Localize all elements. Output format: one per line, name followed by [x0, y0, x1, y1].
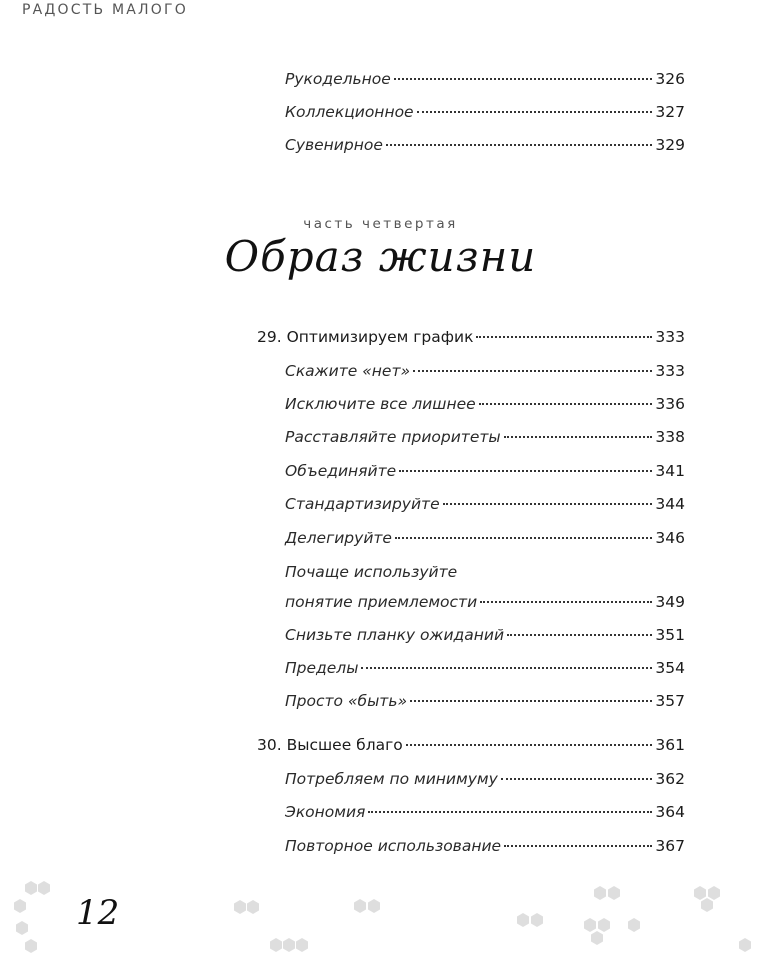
leader-dots — [504, 436, 653, 438]
toc-entry-title: Скажите «нет» — [285, 362, 411, 380]
running-head: РАДОСТЬ МАЛОГО — [22, 2, 188, 18]
chapter-heading[interactable] — [257, 328, 685, 352]
toc-entry[interactable] — [285, 136, 685, 160]
toc-entry-page: 336 — [655, 395, 685, 413]
toc-entry[interactable] — [285, 659, 685, 683]
toc-entry-page: 346 — [655, 529, 685, 547]
part-label: часть четвертая — [303, 216, 458, 232]
toc-entry-title: Рукодельное — [285, 70, 391, 88]
leader-dots — [395, 537, 652, 539]
part-title: Образ жизни — [224, 232, 537, 281]
chapter-title: 30. Высшее благо — [257, 736, 403, 754]
toc-entry-page: 344 — [655, 495, 685, 513]
toc-entry-page: 333 — [655, 362, 685, 380]
toc-entry-page: 362 — [655, 770, 685, 788]
leader-dots — [501, 778, 653, 780]
toc-entry-title: Делегируйте — [285, 529, 392, 547]
toc-entry-title: Исключите все лишнее — [285, 395, 476, 413]
toc-entry-page: 341 — [655, 462, 685, 480]
toc-entry[interactable] — [285, 428, 685, 452]
leader-dots — [399, 470, 652, 472]
toc-entry[interactable] — [285, 770, 685, 794]
toc-entry-title: Коллекционное — [285, 103, 414, 121]
leader-dots — [368, 811, 652, 813]
toc-entry[interactable] — [285, 803, 685, 827]
chapter-heading[interactable] — [257, 736, 685, 760]
toc-entry-page: 349 — [655, 593, 685, 611]
toc-entry-title: Расставляйте приоритеты — [285, 428, 501, 446]
toc-entry-title: Объединяйте — [285, 462, 397, 480]
leader-dots — [504, 845, 652, 847]
toc-entry-page: 338 — [655, 428, 685, 446]
toc-entry-page: 327 — [655, 103, 685, 121]
toc-entry[interactable] — [285, 103, 685, 127]
chapter-page: 361 — [655, 736, 685, 754]
leader-dots — [410, 700, 652, 702]
toc-entry[interactable] — [285, 529, 685, 553]
toc-entry-title: Просто «быть» — [285, 692, 408, 710]
toc-entry[interactable] — [285, 837, 685, 861]
toc-entry[interactable] — [285, 462, 685, 486]
chapter-title: 29. Оптимизируем график — [257, 328, 474, 346]
leader-dots — [480, 601, 652, 603]
toc-entry-page: 364 — [655, 803, 685, 821]
toc-entry-title: понятие приемлемости — [285, 593, 478, 611]
toc-entry[interactable] — [285, 495, 685, 519]
leader-dots — [386, 144, 653, 146]
toc-entry[interactable] — [285, 692, 685, 716]
page-number: 12 — [76, 893, 120, 933]
toc-entry-title: Снизьте планку ожиданий — [285, 626, 505, 644]
leader-dots — [479, 403, 653, 405]
leader-dots — [476, 336, 652, 338]
leader-dots — [417, 111, 653, 113]
toc-entry-title: Пределы — [285, 659, 359, 677]
toc-entry-page: 326 — [655, 70, 685, 88]
toc-entry-title-line1: Почаще используйте — [285, 563, 458, 581]
leader-dots — [507, 634, 652, 636]
leader-dots — [361, 667, 652, 669]
toc-entry[interactable] — [285, 593, 685, 617]
toc-entry-page: 354 — [655, 659, 685, 677]
leader-dots — [394, 78, 653, 80]
toc-entry-page: 357 — [655, 692, 685, 710]
toc-entry-title: Стандартизируйте — [285, 495, 440, 513]
toc-entry[interactable] — [285, 362, 685, 386]
leader-dots — [406, 744, 653, 746]
toc-entry-title: Повторное использование — [285, 837, 502, 855]
toc-entry-page: 351 — [655, 626, 685, 644]
toc-entry-title: Потребляем по минимуму — [285, 770, 498, 788]
leader-dots — [413, 370, 652, 372]
toc-entry-title: Сувенирное — [285, 136, 383, 154]
toc-entry[interactable] — [285, 626, 685, 650]
toc-entry-page: 329 — [655, 136, 685, 154]
leader-dots — [443, 503, 653, 505]
toc-entry[interactable] — [285, 70, 685, 94]
toc-entry[interactable] — [285, 395, 685, 419]
toc-entry-title: Экономия — [285, 803, 366, 821]
toc-entry-page: 367 — [655, 837, 685, 855]
chapter-page: 333 — [655, 328, 685, 346]
